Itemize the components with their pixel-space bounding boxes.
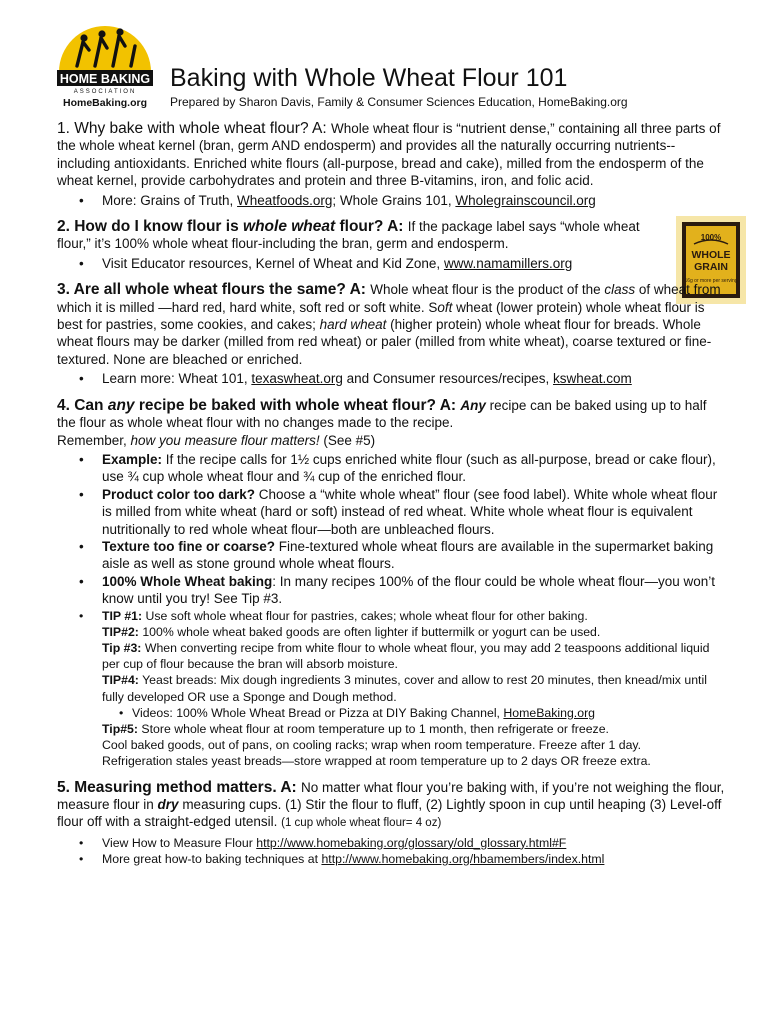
wheatfoods-link[interactable]: Wheatfoods.org [237,192,333,208]
q5-bullet-measure: • View How to Measure Flour http://www.homebaking.org/glossary/old_glossary.html#F [57,835,727,851]
wholegrainscouncil-link[interactable]: Wholegrainscouncil.org [455,192,596,208]
q4-tip3: Tip #3: When converting recipe from white flour to whole wheat flour, you may add 2 teaspoons additional liquid per cup of flour because the bran will absorb moisture. [102,640,710,672]
q4-tip2: TIP#2: 100% whole wheat baked goods are often lighter if buttermilk or yogurt can be used. [102,624,601,639]
section-q4: 4. Can any recipe be baked with whole wheat flour? A: Any recipe can be baked using up to half the flour as whole wheat flour with no changes made to the recipe. Remember, how you measure flour matters! (See #5) [57,396,707,448]
document-body [57,120,727,867]
q4-videos-bullet: • Videos: 100% Whole Wheat Bread or Pizza at DIY Baking Channel, HomeBaking.org [102,705,727,721]
q2-bullet: • Visit Educator resources, Kernel of Wheat and Kid Zone, www.namamillers.org [57,255,727,272]
q5-bullet-techniques: • More great how-to baking techniques at http://www.homebaking.org/hbamembers/index.html [57,851,727,867]
q4-tip1: • TIP #1: Use soft whole wheat flour for pastries, cakes; whole wheat flour for other baking. [57,608,727,624]
q5-bullets [57,835,727,867]
section-q2 [57,218,727,253]
svg-text:WHOLE: WHOLE [691,249,731,261]
home-baking-logo [55,20,155,110]
q1-question: 1. Why bake with whole wheat flour? A: [57,120,331,137]
logo-url: HomeBaking.org [62,97,148,109]
q4-question: 4. Can any recipe be baked with whole wheat flour? A: [57,396,461,414]
glossary-link[interactable]: http://www.homebaking.org/glossary/old_glossary.html#F [256,835,567,850]
q3-bullet: • Learn more: Wheat 101, texaswheat.org and Consumer resources/recipes, kswheat.com [57,370,727,387]
q2-bullets [57,255,727,272]
section-q3: 3. Are all whole wheat flours the same? A: Whole wheat flour is the product of the class of wheat from which it is milled —hard red, hard white, soft red or soft white. Soft wheat (lower protein) whole wheat flour is best for pastries, some cookies, and cakes; hard wheat (higher protein) whole wheat flour for breads. Whole wheat flours may be darker (milled from red wheat) or paler (milled from white wheat), coarse textured or fine-textured. None are bleached or enriched. [57,281,721,367]
q5-question: 5. Measuring method matters. A: [57,778,302,796]
logo-text: HOME BAKING [59,72,151,86]
svg-text:100%: 100% [700,233,722,242]
q4-bullet-100-percent: • 100% Whole Wheat baking: In many recipes 100% of the flour could be whole wheat flour—you won’t know until you try! See Tip #3. [57,573,727,608]
q1-bullets [57,192,727,209]
q4-bullet-color: • Product color too dark? Choose a “white whole wheat” flour (see food label). White whole wheat flour is milled from white wheat (hard or soft) instead of red wheat. White whole wheat flour is equivalent nutritionally to red whole wheat flour—both are unbleached flours. [57,486,727,538]
q1-answer: Whole wheat flour is “nutrient dense,” containing all three parts of the whole wheat kernel (bran, germ AND endosperm) and provides all the naturally occurring nutrients--including antioxidants. Enriched white flours (all-purpose, bread and cake), milled from the endosperm of the wheat kernel, provide carbohydrates and protein and three B-vitamins, iron, and folic acid. [57,121,721,189]
q3-bullets [57,370,727,387]
q3-question: 3. Are all whole wheat flours the same? A: [57,281,371,299]
section-q1 [57,120,727,190]
homebaking-link[interactable]: HomeBaking.org [503,705,595,720]
q2-question: 2. How do I know flour is whole wheat flour? A: [57,218,408,236]
q4-bullets [57,451,727,624]
q4-tip5-refrigeration: Refrigeration stales yeast breads—store wrapped at room temperature up to 2 days OR freeze extra. [102,754,651,769]
q4-tip4: TIP#4: Yeast breads: Mix dough ingredients 3 minutes, cover and allow to rest 20 minutes, then knead/mix until fully developed OR use a Sponge and Dough method. [102,673,707,704]
namamillers-link[interactable]: www.namamillers.org [443,255,573,271]
q4-tips [57,624,727,770]
hbamembers-link[interactable]: http://www.homebaking.org/hbamembers/index.html [321,852,605,867]
section-q5: 5. Measuring method matters. A: No matter what flour you’re baking with, if you’re not weighing the flour, measure flour in dry measuring cups. (1) Stir the flour to fluff, (2) Lightly spoon in cup until heaping (3) Level-off flour off with a straight-edged utensil. (1 cup whole wheat flour= 4 oz) [57,778,725,830]
q4-bullet-texture: • Texture too fine or coarse? Fine-textured whole wheat flours are available in the supermarket baking aisle as well as stone ground whole wheat flours. [57,538,727,573]
page-subtitle: Prepared by Sharon Davis, Family & Consumer Sciences Education, HomeBaking.org [170,95,628,109]
svg-text:GRAIN: GRAIN [694,261,728,273]
q1-more-bullet: • More: Grains of Truth, Wheatfoods.org; Whole Grains 101, Wholegrainscouncil.org [57,192,727,209]
svg-text:16g or more per serving: 16g or more per serving [684,278,738,284]
q4-tip5: Tip#5: Store whole wheat flour at room temperature up to 1 month, then refrigerate or freeze. [102,721,609,736]
logo-subtext: ASSOCIATION [73,89,137,95]
page-title: Baking with Whole Wheat Flour 101 [170,64,568,92]
q4-bullet-example: • Example: If the recipe calls for 1½ cups enriched white flour (such as all-purpose, bread or cake flour), use ¾ cup whole wheat flour and ¾ cup of the enriched flour. [57,451,727,486]
q4-tip5-cool: Cool baked goods, out of pans, on cooling racks; wrap when room temperature. Freeze after 1 day. [102,738,642,753]
q2-answer: If the package label says “whole wheat flour,” it’s 100% whole wheat flour-including the bran, germ and endosperm. [57,219,640,252]
texaswheat-link[interactable]: texaswheat.org [251,371,343,387]
kswheat-link[interactable]: kswheat.com [553,371,632,387]
